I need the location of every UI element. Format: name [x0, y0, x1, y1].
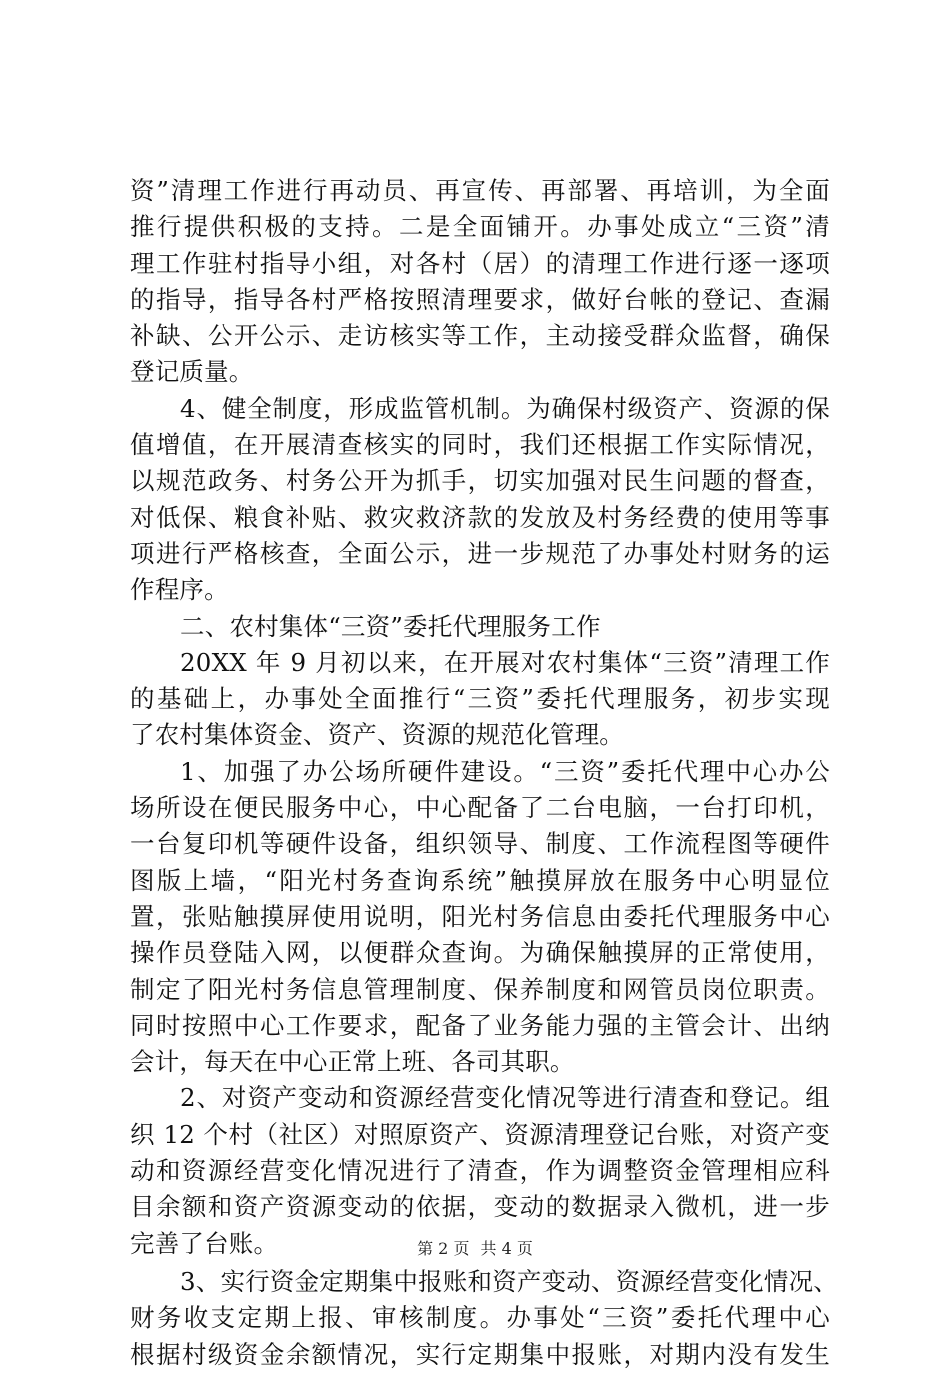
page-number: 第 2 页 — [417, 1239, 470, 1258]
text-line: 作程序。 — [130, 575, 229, 605]
text-line: 2、对资产变动和资源经营变化情况等进行清查和登记。组 — [180, 1083, 830, 1113]
text-line: 以规范政务、村务公开为抓手，切实加强对民生问题的督查， — [130, 466, 830, 496]
text-line: 完善了台账。 — [130, 1228, 279, 1258]
text-line: 值增值，在开展清查核实的同时，我们还根据工作实际情况， — [130, 430, 830, 460]
text-line: 会计，每天在中心正常上班、各司其职。 — [130, 1047, 575, 1077]
text-line: 推行提供积极的支持。二是全面铺开。办事处成立“三资”清 — [130, 212, 830, 242]
text-line: 目余额和资产资源变动的依据，变动的数据录入微机，进一步 — [130, 1192, 830, 1222]
text-line: 4、健全制度，形成监管机制。为确保村级资产、资源的保 — [180, 393, 830, 423]
text-line: 项进行严格核查，全面公示，进一步规范了办事处村财务的运 — [130, 538, 830, 568]
text-line: 了农村集体资金、资产、资源的规范化管理。 — [130, 720, 624, 750]
page-footer — [0, 1238, 950, 1260]
text-line: 的指导，指导各村严格按照清理要求，做好台帐的登记、查漏 — [130, 284, 830, 314]
text-line: 登记质量。 — [130, 357, 254, 387]
document-body — [130, 173, 838, 1373]
text-line: 3、实行资金定期集中报账和资产变动、资源经营变化情况、 — [180, 1266, 838, 1296]
text-line: 理工作驻村指导小组，对各村（居）的清理工作进行逐一逐项 — [130, 248, 830, 278]
section-heading: 二、农村集体“三资”委托代理服务工作 — [180, 611, 601, 641]
text-line: 场所设在便民服务中心，中心配备了二台电脑，一台打印机， — [130, 793, 830, 823]
text-line: 动和资源经营变化情况进行了清查，作为调整资金管理相应科 — [130, 1156, 830, 1186]
text-line: 同时按照中心工作要求，配备了业务能力强的主管会计、出纳 — [130, 1010, 830, 1040]
text-line: 1、加强了办公场所硬件建设。“三资”委托代理中心办公 — [180, 756, 830, 786]
text-line: 根据村级资金余额情况，实行定期集中报账，对期内没有发生 — [130, 1339, 830, 1369]
text-line: 制定了阳光村务信息管理制度、保养制度和网管员岗位职责。 — [130, 974, 830, 1004]
text-line: 织 12 个村（社区）对照原资产、资源清理登记台账，对资产变 — [130, 1119, 830, 1149]
text-line: 图版上墙，“阳光村务查询系统”触摸屏放在服务中心明显位 — [130, 865, 830, 895]
text-line: 一台复印机等硬件设备，组织领导、制度、工作流程图等硬件 — [130, 829, 830, 859]
text-line: 财务收支定期上报、审核制度。办事处“三资”委托代理中心 — [130, 1303, 830, 1333]
text-line: 20XX 年 9 月初以来，在开展对农村集体“三资”清理工作 — [180, 647, 830, 677]
text-line: 对低保、粮食补贴、救灾救济款的发放及村务经费的使用等事 — [130, 502, 830, 532]
text-line: 补缺、公开公示、走访核实等工作，主动接受群众监督，确保 — [130, 321, 830, 351]
text-line: 操作员登陆入网，以便群众查询。为确保触摸屏的正常使用， — [130, 938, 830, 968]
text-line: 置，张贴触摸屏使用说明，阳光村务信息由委托代理服务中心 — [130, 901, 830, 931]
text-line: 资”清理工作进行再动员、再宣传、再部署、再培训，为全面 — [130, 176, 830, 205]
text-line: 的基础上，办事处全面推行“三资”委托代理服务，初步实现 — [130, 684, 830, 714]
page-total: 共 4 页 — [480, 1239, 533, 1258]
